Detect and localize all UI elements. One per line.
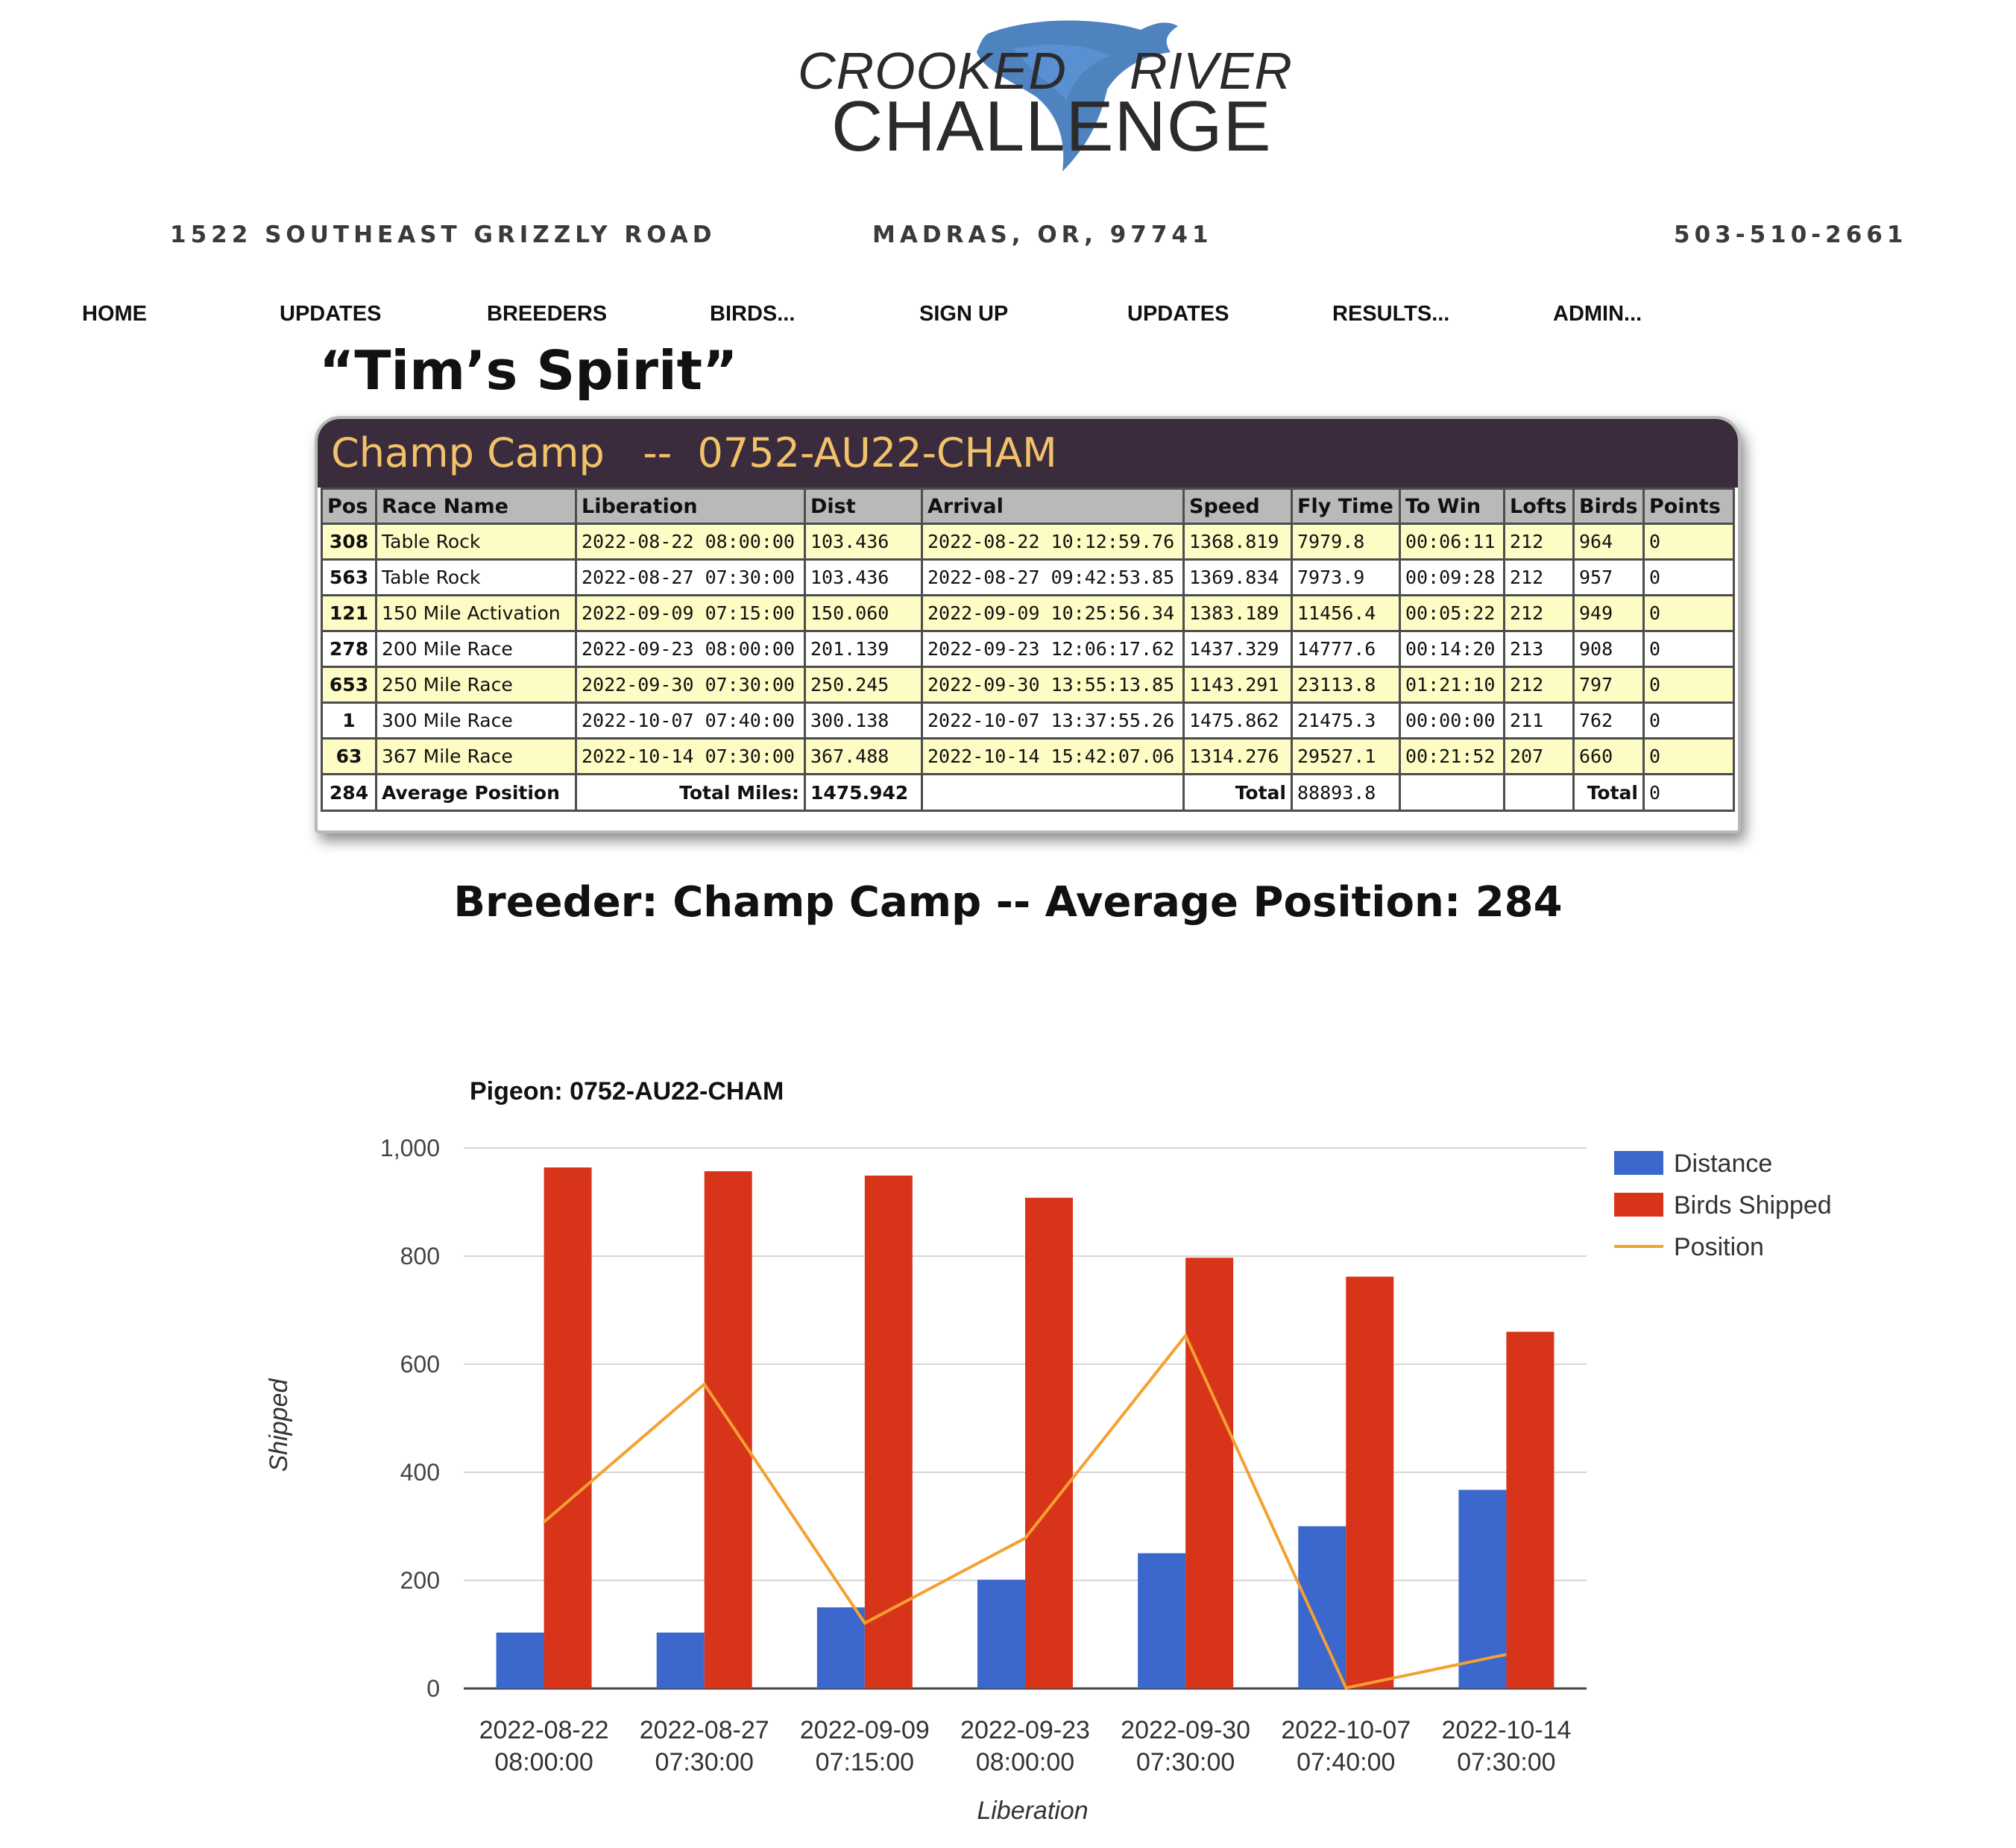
cell-speed: 1475.862: [1184, 703, 1292, 739]
cell-fly-time: 21475.3: [1292, 703, 1400, 739]
y-tick-label: 800: [400, 1243, 440, 1270]
breeder-summary: Breeder: Champ Camp -- Average Position: 284: [453, 878, 1563, 927]
cell-fly-time: 23113.8: [1292, 667, 1400, 703]
table-row: [322, 739, 1734, 775]
birds-shipped-bar: [1346, 1277, 1393, 1688]
col-header: Lofts: [1505, 489, 1574, 524]
logo-word-crooked: CROOKED: [798, 42, 1067, 100]
distance-bar: [1138, 1554, 1185, 1688]
cell-points: 0: [1644, 631, 1734, 667]
cell-race-name: 367 Mile Race: [377, 739, 576, 775]
distance-bar: [497, 1633, 544, 1688]
cell-lofts: 213: [1505, 631, 1574, 667]
logo-word-river: RIVER: [1130, 42, 1293, 100]
cell-to-win: 00:14:20: [1400, 631, 1505, 667]
col-header: Dist: [805, 489, 922, 524]
y-tick-label: 400: [400, 1459, 440, 1486]
birds-shipped-bar: [1506, 1332, 1554, 1689]
cell-dist: 103.436: [805, 560, 922, 596]
col-header: Fly Time: [1292, 489, 1400, 524]
cell-birds: 908: [1574, 631, 1644, 667]
legend-label: Birds Shipped: [1674, 1191, 1832, 1220]
cell-liberation: 2022-08-27 07:30:00: [576, 560, 805, 596]
average-position-value: 284: [322, 775, 377, 811]
bird-nickname-caption: “Tim’s Spirit”: [319, 339, 738, 402]
cell-birds: 949: [1574, 596, 1644, 631]
col-header: To Win: [1400, 489, 1505, 524]
cell-points: 0: [1644, 560, 1734, 596]
table-footer-row: [322, 775, 1734, 811]
empty-cell: [922, 775, 1184, 811]
phone-number: 503-510-2661: [1674, 221, 1908, 248]
legend-label: Distance: [1674, 1150, 1773, 1178]
cell-pos: 121: [322, 596, 377, 631]
birds-shipped-bar: [705, 1171, 752, 1688]
empty-cell: [1400, 775, 1505, 811]
col-header: Pos: [322, 489, 377, 524]
cell-race-name: 300 Mile Race: [377, 703, 576, 739]
cell-arrival: 2022-10-14 15:42:07.06: [922, 739, 1184, 775]
x-tick-time: 07:30:00: [655, 1748, 754, 1776]
cell-liberation: 2022-10-14 07:30:00: [576, 739, 805, 775]
x-tick-date: 2022-09-30: [1121, 1716, 1251, 1744]
cell-liberation: 2022-08-22 08:00:00: [576, 524, 805, 560]
cell-to-win: 00:05:22: [1400, 596, 1505, 631]
race-results-table: [321, 488, 1735, 812]
cell-dist: 103.436: [805, 524, 922, 560]
city-state-zip: MADRAS, OR, 97741: [872, 221, 1213, 248]
cell-pos: 63: [322, 739, 377, 775]
y-axis-label: Shipped: [265, 1378, 293, 1472]
y-tick-label: 1,000: [379, 1135, 440, 1161]
cell-to-win: 01:21:10: [1400, 667, 1505, 703]
x-tick-time: 07:30:00: [1457, 1748, 1556, 1776]
x-axis-label: Liberation: [977, 1797, 1089, 1825]
distance-bar: [977, 1580, 1025, 1688]
col-header: Race Name: [377, 489, 576, 524]
cell-arrival: 2022-09-30 13:55:13.85: [922, 667, 1184, 703]
address: 1522 SOUTHEAST GRIZZLY ROAD: [170, 221, 716, 248]
cell-dist: 250.245: [805, 667, 922, 703]
distance-bar: [657, 1633, 705, 1688]
cell-speed: 1369.834: [1184, 560, 1292, 596]
panel-title: Champ Camp -- 0752-AU22-CHAM: [318, 419, 1738, 488]
cell-speed: 1143.291: [1184, 667, 1292, 703]
nav-birds[interactable]: BIRDS...: [710, 302, 796, 326]
cell-lofts: 212: [1505, 560, 1574, 596]
logo-word-challenge: CHALLENGE: [831, 86, 1272, 166]
col-header: Liberation: [576, 489, 805, 524]
cell-speed: 1314.276: [1184, 739, 1292, 775]
cell-pos: 1: [322, 703, 377, 739]
birds-shipped-bar: [1185, 1258, 1233, 1688]
cell-fly-time: 7973.9: [1292, 560, 1400, 596]
cell-liberation: 2022-09-09 07:15:00: [576, 596, 805, 631]
cell-birds: 797: [1574, 667, 1644, 703]
cell-birds: 660: [1574, 739, 1644, 775]
table-row: [322, 560, 1734, 596]
empty-cell: [1505, 775, 1574, 811]
cell-pos: 563: [322, 560, 377, 596]
cell-dist: 367.488: [805, 739, 922, 775]
legend-swatch: [1614, 1193, 1663, 1217]
average-position-label: Average Position: [377, 775, 576, 811]
x-tick-date: 2022-09-23: [960, 1716, 1090, 1744]
cell-liberation: 2022-09-30 07:30:00: [576, 667, 805, 703]
x-tick-time: 08:00:00: [975, 1748, 1075, 1776]
results-panel: [315, 416, 1741, 833]
nav-sign-up[interactable]: SIGN UP: [919, 302, 1009, 326]
y-tick-label: 0: [426, 1675, 440, 1702]
chart-title: Pigeon: 0752-AU22-CHAM: [470, 1077, 784, 1106]
total-label: Total: [1184, 775, 1292, 811]
x-tick-date: 2022-08-22: [479, 1716, 609, 1744]
cell-race-name: 250 Mile Race: [377, 667, 576, 703]
nav-home[interactable]: HOME: [82, 302, 147, 326]
cell-liberation: 2022-10-07 07:40:00: [576, 703, 805, 739]
cell-pos: 278: [322, 631, 377, 667]
cell-speed: 1437.329: [1184, 631, 1292, 667]
cell-lofts: 207: [1505, 739, 1574, 775]
x-tick-time: 08:00:00: [494, 1748, 593, 1776]
cell-arrival: 2022-08-22 10:12:59.76: [922, 524, 1184, 560]
x-tick-date: 2022-10-07: [1281, 1716, 1411, 1744]
cell-pos: 653: [322, 667, 377, 703]
nav-updates-2[interactable]: UPDATES: [1127, 302, 1229, 326]
table-row: [322, 596, 1734, 631]
legend-swatch: [1614, 1151, 1663, 1175]
cell-race-name: 200 Mile Race: [377, 631, 576, 667]
birds-shipped-bar: [1025, 1198, 1073, 1688]
cell-to-win: 00:06:11: [1400, 524, 1505, 560]
table-row: [322, 524, 1734, 560]
cell-lofts: 212: [1505, 667, 1574, 703]
cell-pos: 308: [322, 524, 377, 560]
cell-arrival: 2022-08-27 09:42:53.85: [922, 560, 1184, 596]
col-header: Points: [1644, 489, 1734, 524]
cell-arrival: 2022-09-09 10:25:56.34: [922, 596, 1184, 631]
y-tick-label: 200: [400, 1567, 440, 1594]
table-row: [322, 667, 1734, 703]
points-total: 0: [1644, 775, 1734, 811]
cell-speed: 1383.189: [1184, 596, 1292, 631]
chart-svg: [0, 1044, 2016, 1845]
total-label-2: Total: [1574, 775, 1644, 811]
cell-points: 0: [1644, 524, 1734, 560]
cell-race-name: Table Rock: [377, 560, 576, 596]
nav-results[interactable]: RESULTS...: [1332, 302, 1450, 326]
cell-dist: 150.060: [805, 596, 922, 631]
cell-dist: 300.138: [805, 703, 922, 739]
total-miles-value: 1475.942: [805, 775, 922, 811]
cell-birds: 964: [1574, 524, 1644, 560]
birds-shipped-bar: [544, 1167, 592, 1688]
cell-fly-time: 7979.8: [1292, 524, 1400, 560]
cell-points: 0: [1644, 596, 1734, 631]
cell-arrival: 2022-09-23 12:06:17.62: [922, 631, 1184, 667]
x-tick-time: 07:40:00: [1297, 1748, 1396, 1776]
table-row: [322, 703, 1734, 739]
pigeon-chart: [0, 1044, 2016, 1845]
cell-speed: 1368.819: [1184, 524, 1292, 560]
y-tick-label: 600: [400, 1351, 440, 1378]
nav-breeders[interactable]: BREEDERS: [487, 302, 608, 326]
cell-points: 0: [1644, 703, 1734, 739]
cell-lofts: 211: [1505, 703, 1574, 739]
x-tick-date: 2022-10-14: [1441, 1716, 1572, 1744]
table-row: [322, 631, 1734, 667]
cell-lofts: 212: [1505, 596, 1574, 631]
nav-admin[interactable]: ADMIN...: [1553, 302, 1642, 326]
x-tick-date: 2022-08-27: [639, 1716, 769, 1744]
cell-points: 0: [1644, 739, 1734, 775]
x-tick-time: 07:30:00: [1135, 1748, 1235, 1776]
nav-updates[interactable]: UPDATES: [280, 302, 382, 326]
col-header: Birds: [1574, 489, 1644, 524]
legend-label: Position: [1674, 1233, 1764, 1261]
x-tick-date: 2022-09-09: [799, 1716, 930, 1744]
cell-points: 0: [1644, 667, 1734, 703]
col-header: Arrival: [922, 489, 1184, 524]
cell-to-win: 00:00:00: [1400, 703, 1505, 739]
cell-birds: 762: [1574, 703, 1644, 739]
cell-dist: 201.139: [805, 631, 922, 667]
cell-liberation: 2022-09-23 08:00:00: [576, 631, 805, 667]
cell-to-win: 00:21:52: [1400, 739, 1505, 775]
cell-to-win: 00:09:28: [1400, 560, 1505, 596]
cell-arrival: 2022-10-07 13:37:55.26: [922, 703, 1184, 739]
col-header: Speed: [1184, 489, 1292, 524]
table-header-row: [322, 489, 1734, 524]
distance-bar: [1298, 1526, 1346, 1688]
cell-race-name: Table Rock: [377, 524, 576, 560]
cell-fly-time: 14777.6: [1292, 631, 1400, 667]
x-tick-time: 07:15:00: [815, 1748, 915, 1776]
cell-fly-time: 29527.1: [1292, 739, 1400, 775]
cell-race-name: 150 Mile Activation: [377, 596, 576, 631]
cell-lofts: 212: [1505, 524, 1574, 560]
cell-fly-time: 11456.4: [1292, 596, 1400, 631]
fly-time-total: 88893.8: [1292, 775, 1400, 811]
total-miles-label: Total Miles:: [576, 775, 805, 811]
cell-birds: 957: [1574, 560, 1644, 596]
site-logo[interactable]: [790, 11, 1293, 179]
distance-bar: [817, 1607, 865, 1688]
